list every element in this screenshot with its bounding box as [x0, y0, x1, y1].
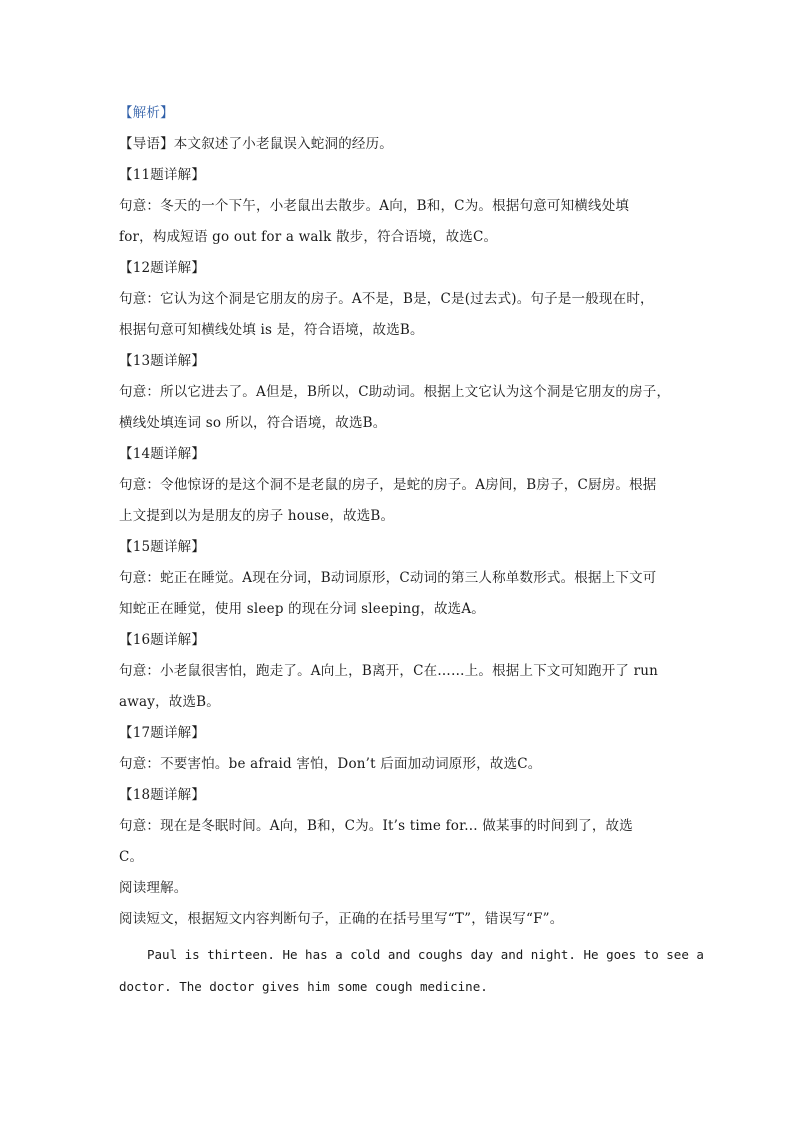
passage-line-2: doctor. The doctor gives him some cough medicine.: [119, 979, 488, 994]
q16-heading: 【16题详解】: [119, 632, 206, 648]
q18-line-2: C。: [119, 849, 144, 865]
q18-heading: 【18题详解】: [119, 787, 206, 803]
intro-line: 【导语】本文叙述了小老鼠误入蛇洞的经历。: [119, 136, 393, 152]
q11-line-2: for，构成短语 go out for a walk 散步，符合语境，故选C。: [119, 229, 498, 245]
analysis-heading: 【解析】: [119, 105, 174, 121]
q15-heading: 【15题详解】: [119, 539, 206, 555]
q13-line-1: 句意：所以它进去了。A但是，B所以，C助动词。根据上文它认为这个洞是它朋友的房子，: [119, 384, 671, 400]
q12-line-1: 句意：它认为这个洞是它朋友的房子。A不是，B是，C是(过去式)。句子是一般现在时，: [119, 291, 654, 307]
q12-heading: 【12题详解】: [119, 260, 206, 276]
q11-heading: 【11题详解】: [119, 167, 206, 183]
q13-line-2: 横线处填连词 so 所以，符合语境，故选B。: [119, 415, 387, 431]
q15-line-2: 知蛇正在睡觉，使用 sleep 的现在分词 sleeping，故选A。: [119, 601, 486, 617]
passage-line-1: Paul is thirteen. He has a cold and coughs day and night. He goes to see a: [147, 947, 704, 962]
q16-line-2: away，故选B。: [119, 694, 220, 710]
q14-line-2: 上文提到以为是朋友的房子 house，故选B。: [119, 508, 395, 524]
q16-line-1: 句意：小老鼠很害怕，跑走了。A向上，B离开，C在……上。根据上下文可知跑开了 run: [119, 663, 659, 679]
q11-line-1: 句意：冬天的一个下午，小老鼠出去散步。A向，B和，C为。根据句意可知横线处填: [119, 198, 630, 214]
q17-line-1: 句意：不要害怕。be afraid 害怕，Don’t 后面加动词原形，故选C。: [119, 756, 542, 772]
q15-line-1: 句意：蛇正在睡觉。A现在分词，B动词原形，C动词的第三人称单数形式。根据上下文可: [119, 570, 657, 586]
q13-heading: 【13题详解】: [119, 353, 206, 369]
q18-line-1: 句意：现在是冬眠时间。A向，B和，C为。It’s time for... 做某事的时间到了，故选: [119, 818, 633, 834]
q14-line-1: 句意：令他惊讶的是这个洞不是老鼠的房子，是蛇的房子。A房间，B房子，C厨房。根据: [119, 477, 657, 493]
q14-heading: 【14题详解】: [119, 446, 206, 462]
reading-instruction: 阅读短文，根据短文内容判断句子，正确的在括号里写“T”，错误写“F”。: [119, 911, 564, 927]
reading-section-title: 阅读理解。: [119, 880, 188, 896]
q17-heading: 【17题详解】: [119, 725, 206, 741]
q12-line-2: 根据句意可知横线处填 is 是，符合语境，故选B。: [119, 322, 424, 338]
